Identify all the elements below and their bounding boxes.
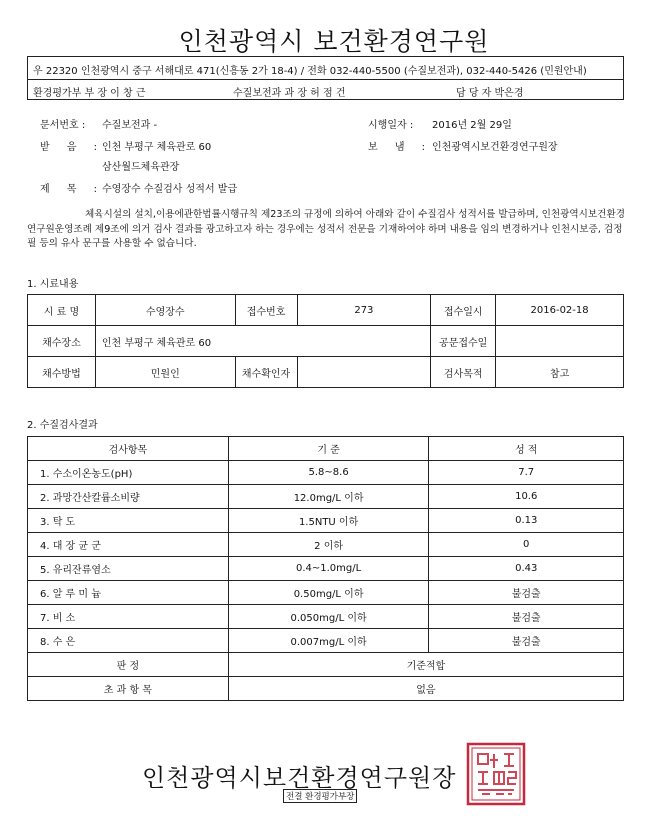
table-row — [28, 605, 624, 629]
recipient: 인천 부평구 체육관로 60 — [102, 142, 212, 153]
table-row — [28, 629, 624, 653]
result-item: 5. 유리잔류염소 — [28, 557, 229, 581]
table-row — [28, 581, 624, 605]
result-item: 6. 알 루 미 늄 — [28, 581, 229, 605]
date: 2016년 2월 29일 — [432, 120, 512, 131]
place-label: 채수장소 — [28, 326, 96, 357]
table-row — [28, 326, 624, 357]
table-row — [28, 437, 624, 461]
result-standard: 0.50mg/L 이하 — [228, 581, 429, 605]
doc-receipt-label: 공문접수일 — [431, 326, 496, 357]
contact-section: 수질보전과 과 장 허 점 건 — [233, 88, 346, 99]
receipt-no-label: 접수번호 — [235, 295, 297, 326]
result-item: 1. 수소이온농도(pH) — [28, 461, 229, 485]
approval-stamp: 전결 환경평가부장 — [283, 789, 357, 803]
issuer-name: 인천광역시보건환경연구원장 — [142, 764, 457, 792]
result-value: 0.43 — [429, 557, 624, 581]
subject: 수영장수 수질검사 성적서 발급 — [102, 184, 238, 195]
result-value: 0.13 — [429, 509, 624, 533]
table-row — [28, 509, 624, 533]
result-item: 3. 탁 도 — [28, 509, 229, 533]
table-row — [28, 295, 624, 326]
table-row — [28, 533, 624, 557]
header-result: 성 적 — [429, 437, 624, 461]
verdict: 기준적합 — [228, 653, 623, 677]
section-results-heading: 2. 수질검사결과 — [27, 420, 98, 431]
subject-label: 제 목 : — [40, 184, 98, 195]
receipt-date: 2016-02-18 — [496, 295, 624, 326]
doc-receipt — [496, 326, 624, 357]
table-row — [28, 461, 624, 485]
table-row — [28, 357, 624, 388]
exceed: 없음 — [228, 677, 623, 701]
contact-divider — [28, 79, 623, 80]
recipient-label: 받 음 : — [40, 142, 98, 153]
checker — [297, 357, 431, 388]
sample-name-label: 시 료 명 — [28, 295, 96, 326]
official-seal-icon — [466, 742, 526, 806]
result-item: 2. 과망간산칼륨소비량 — [28, 485, 229, 509]
result-value: 불검출 — [429, 629, 624, 653]
section-sample-heading: 1. 시료내용 — [27, 279, 79, 290]
result-standard: 0.050mg/L 이하 — [228, 605, 429, 629]
method-label: 채수방법 — [28, 357, 96, 388]
table-row — [28, 677, 624, 701]
table-row — [28, 653, 624, 677]
result-value: 10.6 — [429, 485, 624, 509]
result-standard: 5.8~8.6 — [228, 461, 429, 485]
receipt-date-label: 접수일시 — [431, 295, 496, 326]
result-standard: 2 이하 — [228, 533, 429, 557]
date-label: 시행일자 : — [368, 120, 414, 131]
sender: 인천광역시보건환경연구원장 — [432, 142, 558, 153]
result-item: 7. 비 소 — [28, 605, 229, 629]
table-row — [28, 557, 624, 581]
contact-address: 우 22320 인천광역시 중구 서해대로 471(신흥동 2가 18-4) / 전화 032-440-5500 (수질보전과), 032-440-5426 (민원안내) — [33, 66, 587, 77]
purpose-label: 검사목적 — [431, 357, 496, 388]
receipt-no: 273 — [297, 295, 431, 326]
result-value: 불검출 — [429, 605, 624, 629]
sample-name: 수영장수 — [95, 295, 235, 326]
contact-person: 담 당 자 박은경 — [456, 88, 524, 99]
exceed-label: 초 과 항 목 — [28, 677, 229, 701]
intro-paragraph: 체육시설의 설치,이용에관한법률시행규칙 제23조의 규정에 의하여 아래와 같이 수질검사 성적서를 발급하며, 인천광역시보건환경연구원운영조례 제9조에 의거 검사 결과를 광고하고자 하는 경우에는 성적서 전문을 기재하여야 하며 내용을 임의 변경하거나 인천시보증, 검정필 등의 유사 문구를 사용할 수 없습니다. — [27, 209, 625, 249]
result-value: 불검출 — [429, 581, 624, 605]
results-table — [27, 436, 624, 701]
table-row — [28, 485, 624, 509]
sender-label: 보 냄 : — [368, 142, 426, 153]
result-value: 0 — [429, 533, 624, 557]
place: 인천 부평구 체육관로 60 — [95, 326, 430, 357]
purpose: 참고 — [496, 357, 624, 388]
result-item: 8. 수 은 — [28, 629, 229, 653]
result-item: 4. 대 장 균 군 — [28, 533, 229, 557]
sample-table — [27, 294, 624, 388]
result-standard: 1.5NTU 이하 — [228, 509, 429, 533]
doc-no: 수질보전과 - — [102, 120, 158, 131]
checker-label: 채수확인자 — [235, 357, 297, 388]
result-standard: 0.4~1.0mg/L — [228, 557, 429, 581]
verdict-label: 판 정 — [28, 653, 229, 677]
result-value: 7.7 — [429, 461, 624, 485]
doc-no-label: 문서번호 : — [40, 120, 86, 131]
method: 민원인 — [95, 357, 235, 388]
result-standard: 12.0mg/L 이하 — [228, 485, 429, 509]
header-item: 검사항목 — [28, 437, 229, 461]
page-title: 인천광역시 보건환경연구원 — [178, 27, 490, 56]
result-standard: 0.007mg/L 이하 — [228, 629, 429, 653]
contact-dept: 환경평가부 부 장 이 창 근 — [33, 88, 146, 99]
contact-box — [27, 56, 624, 100]
header-standard: 기 준 — [228, 437, 429, 461]
recipient-detail: 삼산월드체육관장 — [102, 162, 180, 173]
